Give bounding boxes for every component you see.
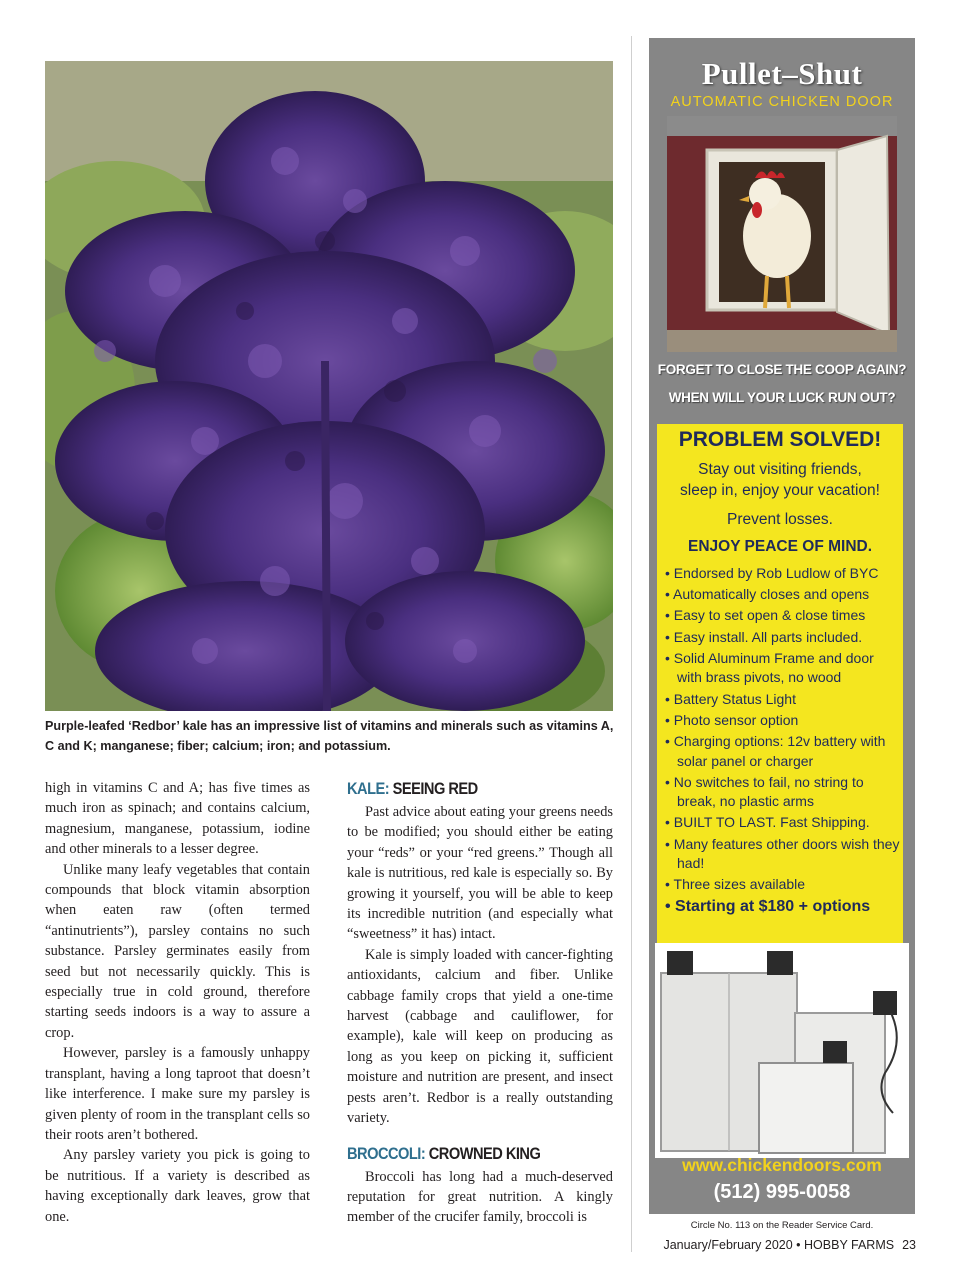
broccoli-heading-title: CROWNED KING bbox=[428, 1143, 541, 1163]
paragraph: high in vitamins C and A; has five times as much iron as spinach; and contains calcium, magnesium, manganese, potassium, iodine and other minerals to a lesser degree. bbox=[45, 780, 310, 858]
ad-phone-number: (512) 995-0058 bbox=[713, 1181, 851, 1203]
feature-item: • Endorsed by Rob Ludlow of BYC bbox=[665, 564, 901, 584]
ad-line-2: sleep in, enjoy your vacation! bbox=[680, 482, 880, 499]
ad-feature-list bbox=[665, 564, 901, 918]
kale-heading-title: SEEING RED bbox=[392, 779, 478, 798]
price-item: • Starting at $180 + options bbox=[665, 897, 901, 917]
feature-item: • Easy to set open & close times bbox=[665, 606, 901, 626]
photo-caption: Purple-leafed ‘Redbor’ kale has an impressive list of vitamins and minerals such as vitamins A, C and K; manganese; fiber; calcium; iron; and potassium. bbox=[45, 719, 614, 753]
ad-website-link[interactable]: www.chickendoors.com bbox=[682, 1155, 882, 1175]
page-number: 23 bbox=[902, 1238, 916, 1252]
paragraph: Unlike many leafy vegetables that contain compounds that block vitamin absorption when eaten raw (often termed “antinutrients”), parsley contains no such substance. Parsley germinates easily from seed but not necessarily quickly. This is especially true in cold ground, therefore starting seeds indoors is a way to assure a crop. bbox=[45, 861, 310, 1041]
page-footer bbox=[663, 1238, 916, 1252]
paragraph: Broccoli has long had a much-deserved reputation for great nutrition. A kingly member of the crucifer family, broccoli is bbox=[347, 1168, 613, 1226]
broccoli-heading bbox=[347, 1143, 576, 1165]
ad-line-3: Prevent losses. bbox=[727, 511, 833, 528]
ad-question-1: FORGET TO CLOSE THE COOP AGAIN? bbox=[657, 362, 907, 377]
feature-item: • Automatically closes and opens bbox=[665, 585, 901, 605]
ad-headline: PROBLEM SOLVED! bbox=[678, 428, 882, 451]
ad-line-1: Stay out visiting friends, bbox=[698, 461, 862, 478]
ad-brand: Pullet–Shut bbox=[701, 56, 863, 91]
issue-label: January/February 2020 • HOBBY FARMS bbox=[663, 1238, 895, 1252]
paragraph: Any parsley variety you pick is going to be nutritious. If a variety is described as having exceptionally dark leaves, grow that one. bbox=[45, 1147, 310, 1225]
feature-item: • Three sizes available bbox=[665, 875, 901, 895]
broccoli-heading-keyword: BROCCOLI: bbox=[347, 1143, 426, 1163]
door-sizes-photo bbox=[655, 943, 909, 1158]
ad-peace: ENJOY PEACE OF MIND. bbox=[687, 538, 873, 555]
feature-item: • Battery Status Light bbox=[665, 690, 901, 710]
kale-heading bbox=[347, 778, 576, 800]
feature-item: • No switches to fail, no string to break, no plastic arms bbox=[665, 773, 901, 812]
kale-photo bbox=[45, 61, 613, 711]
reader-service-note: Circle No. 113 on the Reader Service Card. bbox=[690, 1220, 874, 1231]
feature-item: • Photo sensor option bbox=[665, 711, 901, 731]
kale-heading-keyword: KALE: bbox=[347, 779, 390, 798]
body-column-2 bbox=[347, 778, 613, 1228]
paragraph: Past advice about eating your greens needs to be modified; you should either be eating your “reds” or your “red greens.” Though all kale is nutritious, red kale is especially so. By growing it yourself, you will be able to keep its incredible nutrition (and especially what “sweetness” it has) intact. bbox=[347, 804, 613, 943]
paragraph: However, parsley is a famously unhappy transplant, having a long taproot that doesn’t like interference. I make sure my parsley is given plenty of room in the transplant cells so their roots aren’t bothered. bbox=[45, 1045, 310, 1143]
column-divider bbox=[631, 36, 632, 1252]
feature-item: • BUILT TO LAST. Fast Shipping. bbox=[665, 813, 901, 833]
paragraph: Kale is simply loaded with cancer-fighting antioxidants, calcium and fiber. Unlike cabbage family crops that yield a one-time harvest (cabbage and cauliflower, for example), kale will keep on producing as long as you keep on picking it, sufficient moisture and nutrition are present, and insect pests aren’t. Redbor is a really outstanding variety. bbox=[347, 946, 613, 1127]
ad-question-2: WHEN WILL YOUR LUCK RUN OUT? bbox=[668, 390, 896, 405]
feature-item: • Many features other doors wish they had! bbox=[665, 835, 901, 874]
feature-item: • Charging options: 12v battery with solar panel or charger bbox=[665, 732, 901, 771]
pullet-shut-ad[interactable] bbox=[649, 38, 915, 1214]
feature-item: • Easy install. All parts included. bbox=[665, 628, 901, 648]
ad-feature-panel bbox=[657, 424, 903, 944]
coop-door-photo bbox=[667, 116, 897, 352]
feature-item: • Solid Aluminum Frame and door with brass pivots, no wood bbox=[665, 649, 901, 688]
ad-subtitle: AUTOMATIC CHICKEN DOOR bbox=[670, 94, 894, 110]
body-column-1 bbox=[45, 778, 310, 1227]
